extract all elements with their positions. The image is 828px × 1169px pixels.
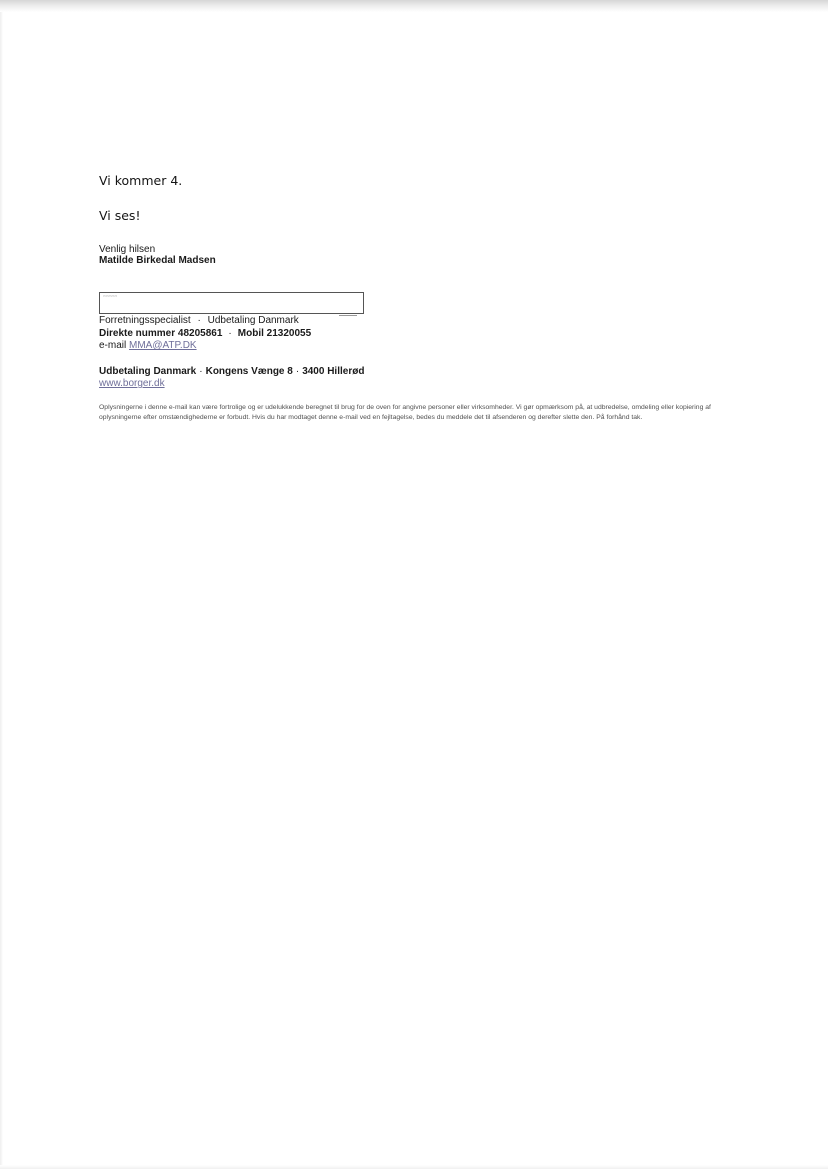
signature-logo-placeholder (99, 292, 364, 314)
signature-organization: Udbetaling Danmark (207, 315, 299, 326)
signature-address-line (99, 366, 364, 377)
address-city: 3400 Hillerød (302, 366, 365, 377)
logo-mini-glyph: ▭▭▭▭▭ (103, 294, 118, 298)
separator-dot: · (228, 328, 232, 339)
scan-top-edge (0, 0, 828, 12)
letter-farewell: Vi ses! (99, 208, 141, 223)
email-disclaimer: Oplysningerne i denne e-mail kan være fortrolige og er udelukkende beregnet til brug for de oven for angivne personer eller virksomheder. Vi gør opmærksom på, at udbredelse, omdeling eller kopiering af oplysningerne efter omstændighederne er forbudt. Hvis du har modtaget denne e-mail ved en fejltagelse, bedes du meddele det til afsenderen og derefter slette den. På forhånd tak. (99, 404, 711, 421)
signature-role-line (99, 315, 299, 326)
signature-email-line (99, 340, 197, 351)
mobile-number: Mobil 21320055 (237, 328, 312, 339)
email-label: e-mail (99, 340, 127, 351)
separator-dot: · (199, 366, 203, 377)
address-organization: Udbetaling Danmark (99, 366, 197, 377)
signature-title: Forretningsspecialist (99, 315, 191, 326)
separator-dot: · (295, 366, 300, 377)
scan-left-edge (0, 12, 3, 1169)
email-link[interactable]: MMA@ATP.DK (129, 340, 197, 351)
separator-dot: · (197, 315, 201, 326)
logo-dash (339, 315, 357, 316)
address-street: Kongens Vænge 8 (205, 366, 293, 377)
signature-name: Matilde Birkedal Madsen (99, 255, 216, 266)
scan-bottom-edge (0, 1165, 828, 1169)
website-link[interactable]: www.borger.dk (99, 378, 165, 389)
signature-closing: Venlig hilsen (99, 244, 156, 255)
letter-greeting: Vi kommer 4. (99, 173, 183, 188)
direct-number: Direkte nummer 48205861 (99, 328, 223, 339)
signature-phone-line (99, 328, 311, 339)
